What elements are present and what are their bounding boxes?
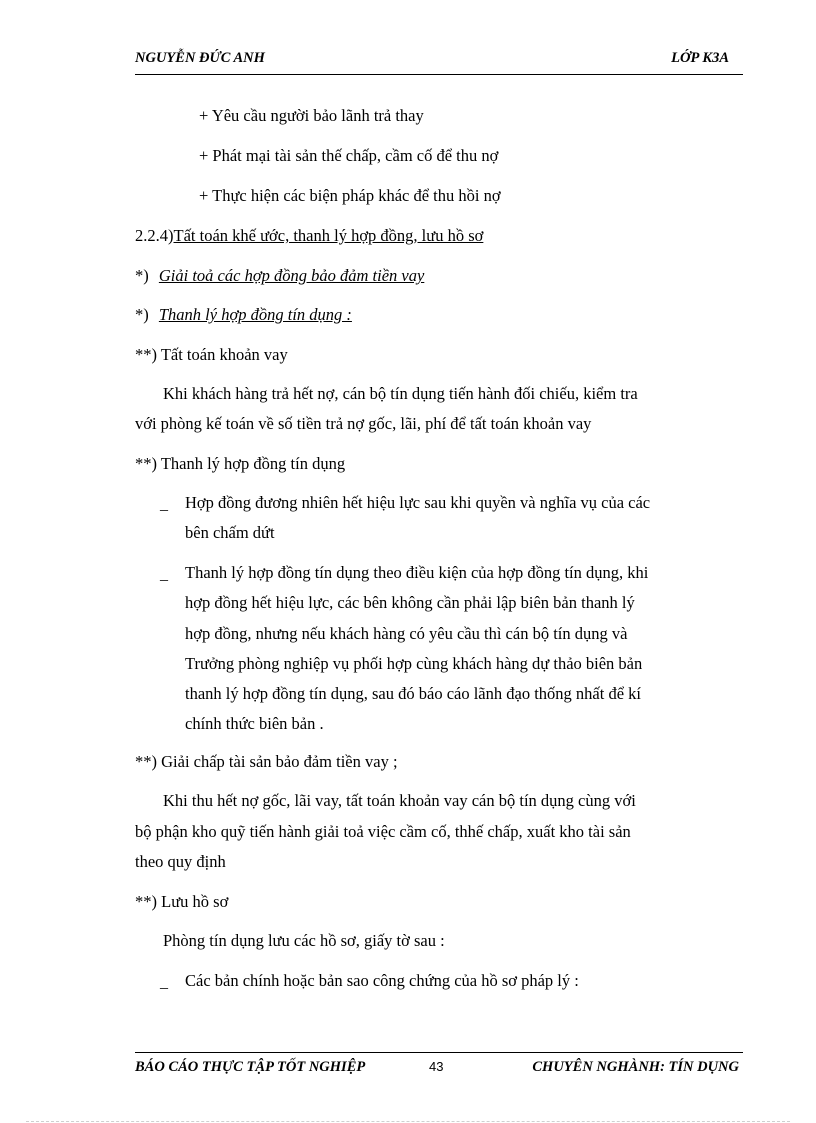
paragraph-line: bên chấm dứt [185, 523, 275, 542]
report-title: BÁO CÁO THỰC TẬP TỐT NGHIỆP [135, 1059, 366, 1075]
paragraph-line: Phòng tín dụng lưu các hồ sơ, giấy tờ sau : [163, 931, 445, 950]
list-item: + Phát mại tài sản thế chấp, cầm cố để thu nợ [199, 146, 499, 165]
paragraph-line: với phòng kế toán về số tiền trả nợ gốc, lãi, phí để tất toán khoản vay [135, 414, 592, 433]
page-header [135, 48, 743, 75]
paragraph-line: Thanh lý hợp đồng tín dụng theo điều kiện của hợp đồng tín dụng, khi [185, 563, 649, 582]
dash-bullet: _ [160, 496, 168, 513]
subsection-heading: **) Tất toán khoản vay [135, 345, 288, 364]
paragraph-line: thanh lý hợp đồng tín dụng, sau đó báo cáo lãnh đạo thống nhất để kí [185, 684, 641, 703]
subheading-text: Giải toả các hợp đồng bảo đảm tiền vay [158, 266, 425, 285]
dash-bullet: _ [160, 974, 168, 991]
subheading-text: Thanh lý hợp đồng tín dụng : [158, 305, 352, 324]
major-label: CHUYÊN NGHÀNH: TÍN DỤNG [532, 1059, 739, 1075]
list-item: + Yêu cầu người bảo lãnh trả thay [199, 106, 424, 125]
paragraph-line: Trưởng phòng nghiệp vụ phối hợp cùng khách hàng dự thảo biên bản [185, 654, 643, 673]
list-item: + Thực hiện các biện pháp khác để thu hồi nợ [199, 186, 501, 205]
subheading [135, 266, 424, 286]
paragraph-line: Khi khách hàng trả hết nợ, cán bộ tín dụng tiến hành đối chiếu, kiểm tra [163, 384, 638, 403]
paragraph-line: Các bản chính hoặc bản sao công chứng của hồ sơ pháp lý : [185, 971, 579, 990]
paragraph-line: hợp đồng, nhưng nếu khách hàng có yêu cầu thì cán bộ tín dụng và [185, 624, 628, 643]
paragraph-line: hợp đồng hết hiệu lực, các bên không cần phải lập biên bản thanh lý [185, 593, 635, 612]
class-label: LỚP K3A [671, 50, 729, 66]
subheading [135, 305, 352, 325]
paragraph-line: bộ phận kho quỹ tiến hành giải toả việc cầm cố, thhế chấp, xuất kho tài sản [135, 822, 631, 841]
paragraph-line: theo quy định [135, 852, 226, 871]
author-name: NGUYỄN ĐỨC ANH [135, 50, 265, 66]
subsection-heading: **) Lưu hồ sơ [135, 892, 229, 911]
paragraph-line: Hợp đồng đương nhiên hết hiệu lực sau khi quyền và nghĩa vụ của các [185, 493, 651, 512]
dash-bullet: _ [160, 566, 168, 583]
subsection-heading: **) Thanh lý hợp đồng tín dụng [135, 454, 346, 473]
section-title: Tất toán khế ước, thanh lý hợp đồng, lưu hồ sơ [173, 226, 484, 245]
section-number: 2.2.4) [135, 226, 174, 245]
bullet-marker: *) [135, 266, 149, 285]
page-footer [135, 1052, 743, 1077]
paragraph-line: Khi thu hết nợ gốc, lãi vay, tất toán khoản vay cán bộ tín dụng cùng với [163, 791, 636, 810]
bullet-marker: *) [135, 305, 149, 324]
subsection-heading: **) Giải chấp tài sản bảo đảm tiền vay ; [135, 752, 398, 771]
paragraph-line: chính thức biên bản . [185, 714, 324, 733]
page-number: 43 [429, 1059, 444, 1074]
section-heading [135, 226, 483, 246]
page-edge-divider [26, 1121, 790, 1122]
